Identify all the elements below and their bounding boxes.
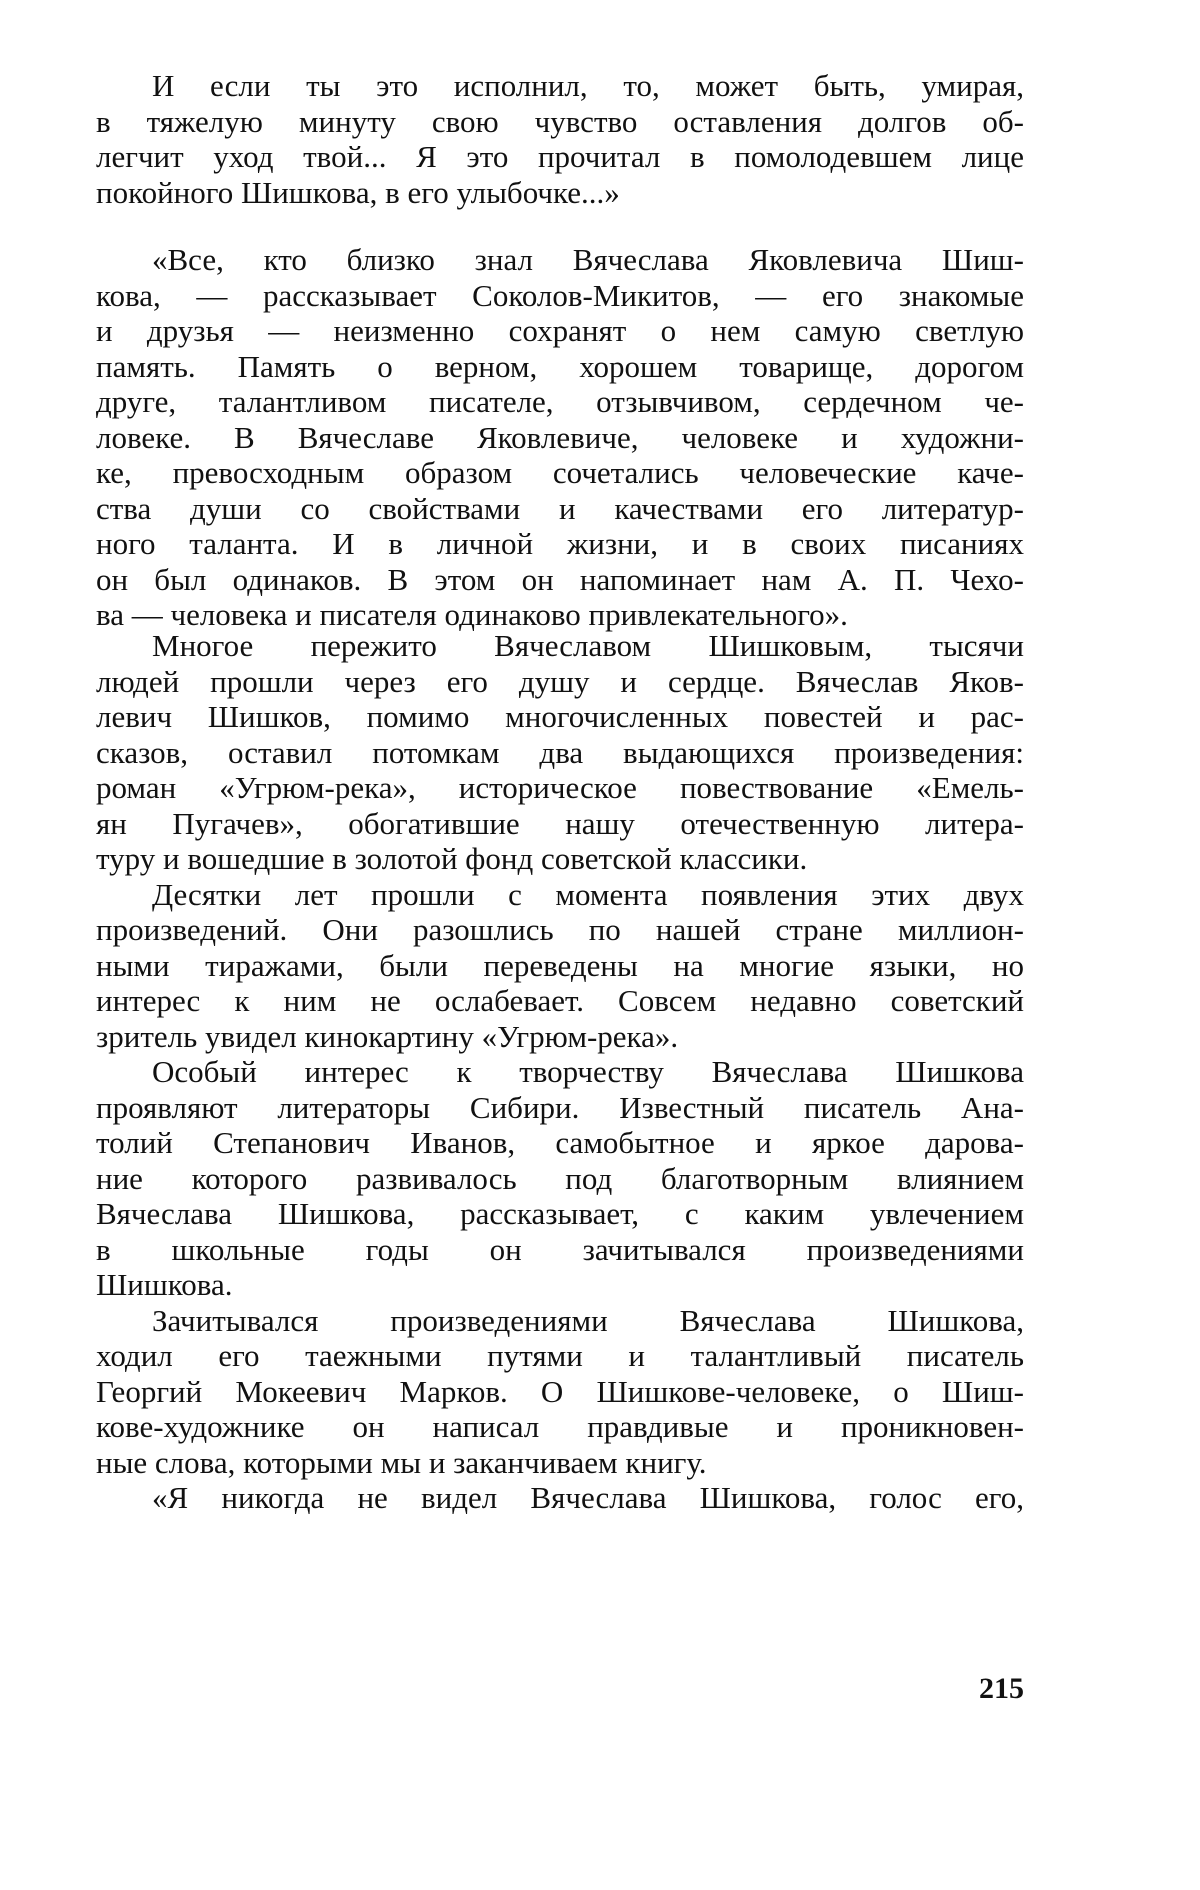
paragraph-decades	[96, 877, 1024, 1055]
text-line: Многое пережито Вячеславом Шишковым, тысячи	[152, 628, 1024, 663]
text-line: Шишкова.	[96, 1267, 233, 1302]
text-line: покойного Шишкова, в его улыбочке...»	[96, 174, 620, 210]
text-line: «Все, кто близко знал Вячеслава Яковлевича Шиш-	[152, 242, 1024, 277]
text-line: проявляют литераторы Сибири. Известный писатель Ана-	[96, 1089, 1024, 1125]
text-line: и друзья — неизменно сохранят о нем самую светлую	[96, 313, 1024, 348]
text-line: сказов, оставил потомкам два выдающихся произведения:	[96, 734, 1024, 770]
paragraph-sokolov-quote	[96, 242, 1024, 633]
paragraph-markov-quote-start	[96, 1480, 1024, 1516]
page-number: 215	[979, 1672, 1024, 1705]
text-line: левич Шишков, помимо многочисленных повестей и рас-	[96, 699, 1024, 734]
text-line: кове-художнике он написал правдивые и проникновен-	[96, 1409, 1024, 1444]
text-line: он был одинаков. В этом он напоминает нам А. П. Чехо-	[96, 561, 1024, 597]
paragraph-siberia-writers	[96, 1054, 1024, 1303]
paragraph-quote-ending	[96, 68, 1024, 210]
text-line: Георгий Мокеевич Марков. О Шишкове-человеке, о Шиш-	[96, 1373, 1024, 1409]
text-line: Десятки лет прошли с момента появления этих двух	[152, 876, 1024, 912]
text-line: в школьные годы он зачитывался произведениями	[96, 1231, 1024, 1267]
text-line: память. Память о верном, хорошем товарище, дорогом	[96, 348, 1024, 384]
text-line: «Я никогда не видел Вячеслава Шишкова, голос его,	[152, 1480, 1024, 1515]
text-line: произведений. Они разошлись по нашей стране миллион-	[96, 912, 1024, 947]
text-line: толий Степанович Иванов, самобытное и яркое дарова-	[96, 1125, 1024, 1160]
text-line: ходил его таежными путями и талантливый писатель	[96, 1338, 1024, 1373]
text-line: ными тиражами, были переведены на многие языки, но	[96, 947, 1024, 983]
paragraph-many-experienced	[96, 628, 1024, 877]
text-line: И если ты это исполнил, то, может быть, умирая,	[152, 68, 1024, 103]
text-line: людей прошли через его душу и сердце. Вячеслав Яков-	[96, 663, 1024, 699]
text-line: ва — человека и писателя одинаково привлекательного».	[96, 597, 848, 632]
text-line: ке, превосходным образом сочетались человеческие каче-	[96, 455, 1024, 490]
text-line: легчит уход твой... Я это прочитал в помолодевшем лице	[96, 139, 1024, 174]
text-line: Зачитывался произведениями Вячеслава Шишкова,	[152, 1302, 1024, 1338]
text-line: туру и вошедшие в золотой фонд советской классики.	[96, 841, 808, 876]
text-line: ства души со свойствами и качествами его литератур-	[96, 490, 1024, 526]
text-line: Особый интерес к творчеству Вячеслава Шишкова	[152, 1054, 1024, 1089]
text-line: в тяжелую минуту свою чувство оставления долгов об-	[96, 103, 1024, 139]
text-line: роман «Угрюм-река», историческое повествование «Емель-	[96, 770, 1024, 805]
text-line: ловеке. В Вячеславе Яковлевиче, человеке и художни-	[96, 419, 1024, 455]
text-line: ние которого развивалось под благотворным влиянием	[96, 1160, 1024, 1196]
text-line: ян Пугачев», обогатившие нашу отечественную литера-	[96, 805, 1024, 841]
text-line: ного таланта. И в личной жизни, и в своих писаниях	[96, 526, 1024, 561]
paragraph-markov	[96, 1303, 1024, 1481]
text-line: кова, — рассказывает Соколов-Микитов, — его знакомые	[96, 277, 1024, 313]
text-line: интерес к ним не ослабевает. Совсем недавно советский	[96, 983, 1024, 1018]
text-line: ные слова, которыми мы и заканчиваем книгу.	[96, 1444, 707, 1480]
text-line: зритель увидел кинокартину «Угрюм-река».	[96, 1018, 679, 1054]
text-line: Вячеслава Шишкова, рассказывает, с каким увлечением	[96, 1196, 1024, 1231]
text-line: друге, талантливом писателе, отзывчивом, сердечном че-	[96, 384, 1024, 419]
